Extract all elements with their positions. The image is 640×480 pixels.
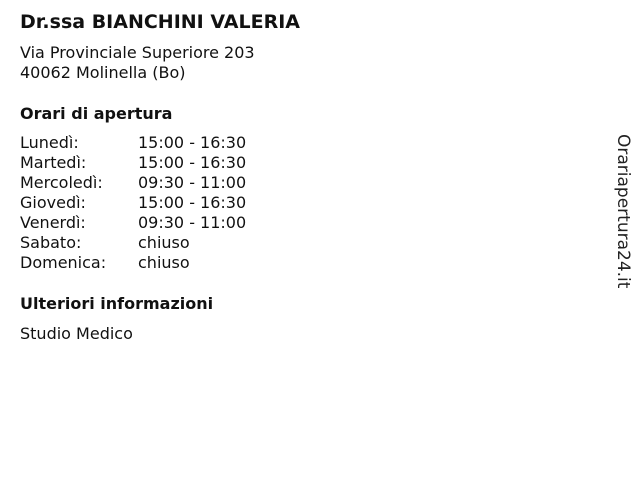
hours-time: chiuso (138, 253, 190, 272)
additional-info-heading: Ulteriori informazioni (20, 294, 214, 313)
hours-time: 09:30 - 11:00 (138, 173, 247, 192)
hours-row-friday (20, 213, 246, 233)
opening-hours-table (20, 133, 246, 273)
hours-day: Domenica: (20, 253, 107, 272)
hours-time: 15:00 - 16:30 (138, 133, 247, 152)
hours-row-tuesday (20, 153, 246, 173)
hours-day: Giovedì: (20, 193, 86, 212)
hours-row-sunday (20, 253, 246, 273)
hours-time: chiuso (138, 233, 190, 252)
hours-time: 15:00 - 16:30 (138, 153, 247, 172)
hours-day: Mercoledì: (20, 173, 103, 192)
hours-row-monday (20, 133, 246, 153)
page-title: Dr.ssa BIANCHINI VALERIA (20, 11, 300, 33)
address-city: 40062 Molinella (Bo) (20, 63, 186, 82)
hours-row-wednesday (20, 173, 246, 193)
hours-time: 15:00 - 16:30 (138, 193, 247, 212)
hours-row-saturday (20, 233, 246, 253)
hours-day: Martedì: (20, 153, 87, 172)
hours-day: Sabato: (20, 233, 82, 252)
site-watermark: Orariapertura24.it (613, 134, 633, 289)
hours-day: Lunedì: (20, 133, 79, 152)
address (20, 43, 255, 83)
hours-time: 09:30 - 11:00 (138, 213, 247, 232)
hours-row-thursday (20, 193, 246, 213)
address-street: Via Provinciale Superiore 203 (20, 43, 255, 62)
hours-day: Venerdì: (20, 213, 86, 232)
opening-hours-heading: Orari di apertura (20, 104, 173, 123)
additional-info-text: Studio Medico (20, 324, 133, 343)
